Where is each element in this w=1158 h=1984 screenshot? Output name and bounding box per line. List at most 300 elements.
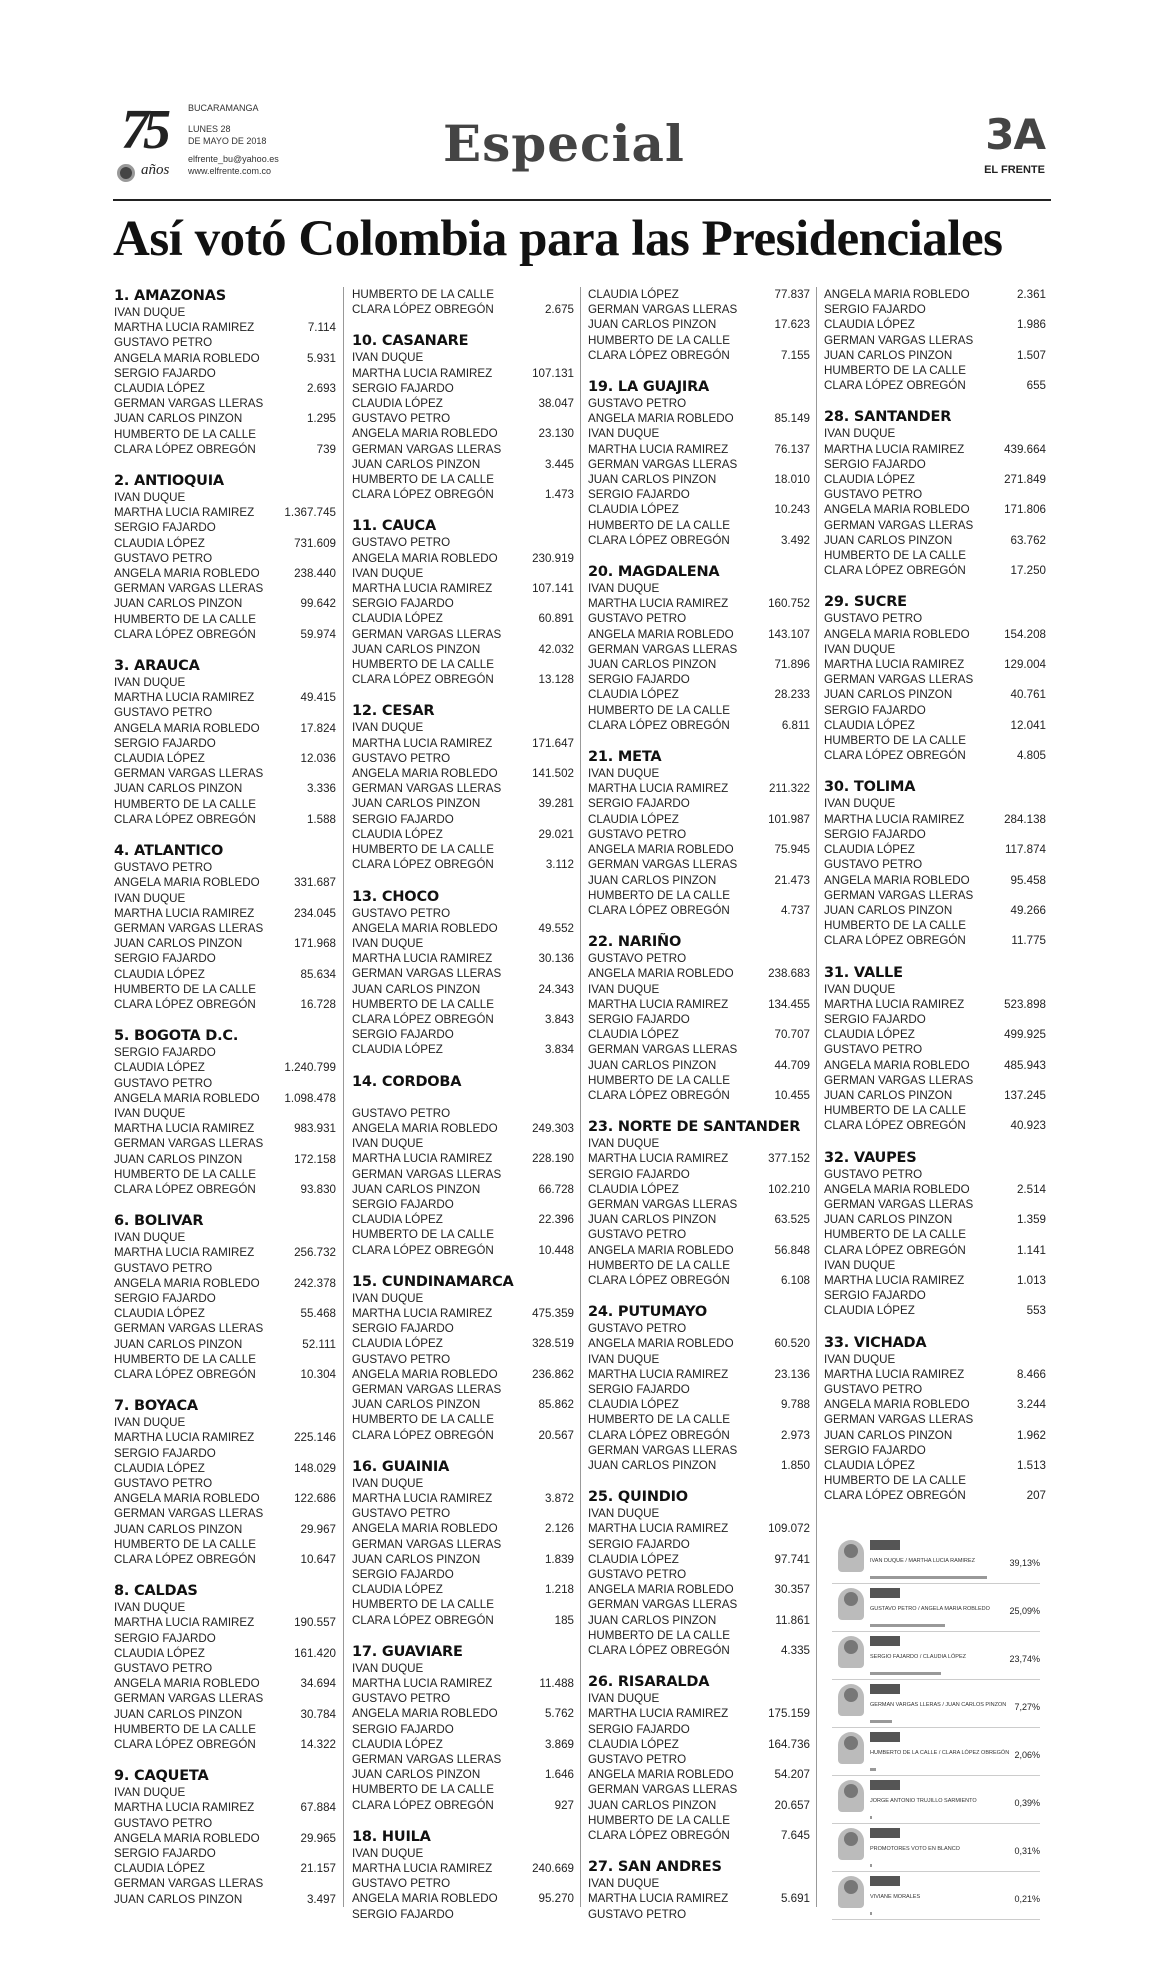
city: BUCARAMANGA [188, 103, 259, 113]
candidate-name: CLAUDIA LÓPEZ [352, 1337, 443, 1351]
candidate-name: HUMBERTO DE LA CALLE [824, 364, 966, 378]
candidate-name: ANGELA MARIA ROBLEDO [588, 1243, 734, 1257]
candidate-name: JUAN CARLOS PINZON [588, 318, 717, 332]
vote-count: 5.762 [544, 1707, 574, 1721]
candidate-row [352, 936, 574, 951]
candidate-name: JUAN CARLOS PINZON [588, 473, 717, 487]
candidate-row [824, 982, 1046, 997]
result-candidate: HUMBERTO DE LA CALLE / CLARA LÓPEZ OBREGÓN [870, 1750, 1010, 1756]
candidate-row [588, 657, 810, 672]
result-candidate: IVAN DUQUE / MARTHA LUCIA RAMIREZ [870, 1558, 975, 1564]
candidate-row [352, 366, 574, 381]
candidate-name: CLARA LÓPEZ OBREGÓN [352, 303, 494, 317]
candidate-name: GERMAN VARGAS LLERAS [114, 397, 264, 411]
candidate-row [114, 596, 336, 611]
candidate-name: SERGIO FAJARDO [114, 1046, 216, 1060]
candidate-row [352, 1227, 574, 1242]
candidate-name: ANGELA MARIA ROBLEDO [114, 876, 260, 890]
candidate-name: GERMAN VARGAS LLERAS [114, 1692, 264, 1706]
candidate-row [352, 1582, 574, 1597]
vote-count: 1.218 [544, 1583, 574, 1597]
candidate-name: JUAN CARLOS PINZON [588, 1459, 717, 1472]
candidate-name: GERMAN VARGAS LLERAS [114, 1137, 264, 1151]
candidate-row [824, 1042, 1046, 1057]
candidate-name: GUSTAVO PETRO [588, 1907, 687, 1921]
vote-count: 29.021 [538, 827, 574, 841]
candidate-row [588, 642, 810, 657]
candidate-name: MARTHA LUCIA RAMIREZ [352, 1862, 493, 1876]
candidate-row [352, 1106, 574, 1121]
candidate-name: HUMBERTO DE LA CALLE [114, 797, 256, 811]
vote-count: 85.862 [538, 1398, 574, 1412]
candidate-row [352, 1182, 574, 1197]
candidate-row [352, 1352, 574, 1367]
candidate-name: ANGELA MARIA ROBLEDO [114, 1276, 260, 1290]
candidate-name: GUSTAVO PETRO [114, 1477, 213, 1490]
vote-count: 242.378 [294, 1276, 336, 1290]
vote-count: 5.691 [780, 1892, 810, 1906]
candidate-row [588, 1737, 810, 1752]
candidate-name: CLAUDIA LÓPEZ [114, 382, 205, 396]
candidate-name: MARTHA LUCIA RAMIREZ [114, 906, 255, 920]
candidate-name: JUAN CARLOS PINZON [114, 597, 243, 611]
candidate-name: CLAUDIA LÓPEZ [588, 503, 679, 517]
column-divider [343, 287, 344, 1907]
candidate-row [352, 1506, 574, 1521]
candidate-row [588, 472, 810, 487]
candidate-name: HUMBERTO DE LA CALLE [588, 1258, 730, 1272]
candidate-row [114, 721, 336, 736]
vote-count: 95.270 [538, 1892, 574, 1906]
candidate-row [352, 997, 574, 1012]
candidate-name: GUSTAVO PETRO [352, 751, 451, 765]
candidate-name: HUMBERTO DE LA CALLE [114, 427, 256, 441]
column-divider [816, 287, 817, 1907]
candidate-name: ANGELA MARIA ROBLEDO [114, 1831, 260, 1845]
candidate-name: IVAN DUQUE [588, 582, 660, 596]
candidate-name: IVAN DUQUE [114, 891, 186, 905]
vote-count: 256.732 [294, 1246, 336, 1260]
candidate-name: IVAN DUQUE [588, 427, 660, 441]
date-line-1: LUNES 28 [188, 124, 231, 134]
vote-count: 3.834 [544, 1043, 574, 1057]
vote-count: 1.098.478 [284, 1091, 336, 1105]
candidate-row [352, 1782, 574, 1797]
candidate-row [588, 581, 810, 596]
candidate-name: CLAUDIA LÓPEZ [588, 1182, 679, 1196]
result-percent: 7,27% [1014, 1702, 1040, 1712]
vote-count: 143.107 [768, 627, 810, 641]
vote-count: 171.806 [1004, 503, 1046, 517]
department-name: 8. CALDAS [114, 1583, 198, 1600]
candidate-name: IVAN DUQUE [114, 1786, 186, 1800]
candidate-row [352, 426, 574, 441]
vote-count: 117.874 [1004, 843, 1046, 857]
candidate-row [352, 611, 574, 626]
vote-count: 523.898 [1004, 997, 1046, 1011]
candidate-row [824, 1397, 1046, 1412]
candidate-row [352, 535, 574, 550]
candidate-name: HUMBERTO DE LA CALLE [352, 1228, 494, 1242]
candidate-name: HUMBERTO DE LA CALLE [588, 1073, 730, 1087]
candidate-name: JUAN CARLOS PINZON [588, 873, 717, 887]
department-block [588, 748, 810, 918]
vote-count: 30.784 [300, 1707, 336, 1721]
candidate-name: SERGIO FAJARDO [114, 366, 216, 380]
candidate-name: CLAUDIA LÓPEZ [114, 752, 205, 766]
candidate-name: CLAUDIA LÓPEZ [352, 1043, 443, 1057]
department-block [352, 1828, 574, 1922]
vote-count: 28.233 [774, 688, 810, 702]
vote-count: 10.448 [538, 1243, 574, 1257]
candidate-row [824, 442, 1046, 457]
department-name: 26. RISARALDA [588, 1674, 710, 1691]
candidate-name: GUSTAVO PETRO [352, 412, 451, 426]
candidate-row [588, 1243, 810, 1258]
candidate-name: SERGIO FAJARDO [588, 1382, 690, 1396]
candidate-name: SERGIO FAJARDO [824, 1289, 926, 1303]
candidate-row [352, 1476, 574, 1491]
candidate-name: MARTHA LUCIA RAMIREZ [824, 812, 965, 826]
candidate-row [824, 378, 1046, 393]
vote-count: 328.519 [532, 1337, 574, 1351]
vote-count: 171.647 [532, 736, 574, 750]
candidate-row [114, 581, 336, 596]
column-3 [588, 287, 810, 1937]
candidate-name: ANGELA MARIA ROBLEDO [114, 721, 260, 735]
candidate-row [824, 563, 1046, 578]
vote-count: 10.243 [774, 503, 810, 517]
candidate-row [114, 736, 336, 751]
email[interactable]: elfrente_bu@yahoo.es [188, 154, 279, 164]
candidate-name: SERGIO FAJARDO [824, 827, 926, 841]
candidate-name: IVAN DUQUE [824, 427, 896, 441]
candidate-row [114, 366, 336, 381]
candidate-row [824, 1103, 1046, 1118]
candidate-name: CLAUDIA LÓPEZ [352, 612, 443, 626]
candidate-name: GERMAN VARGAS LLERAS [114, 582, 264, 596]
candidate-name: IVAN DUQUE [588, 1507, 660, 1521]
candidate-row [588, 1058, 810, 1073]
candidate-name: SERGIO FAJARDO [114, 521, 216, 535]
candidate-row [352, 1397, 574, 1412]
candidate-row [588, 302, 810, 317]
vote-count: 3.869 [544, 1737, 574, 1751]
candidate-row [588, 1088, 810, 1103]
result-bar [870, 1720, 892, 1723]
candidate-name: CLAUDIA LÓPEZ [352, 1213, 443, 1227]
candidate-name: SERGIO FAJARDO [352, 1197, 454, 1211]
results-panel [832, 1536, 1040, 1920]
candidate-name: SERGIO FAJARDO [824, 703, 926, 717]
candidate-name: JUAN CARLOS PINZON [352, 457, 481, 471]
candidate-name: ANGELA MARIA ROBLEDO [588, 967, 734, 981]
candidate-name: HUMBERTO DE LA CALLE [588, 1628, 730, 1642]
candidate-photo [838, 1684, 864, 1716]
vote-count: 9.788 [780, 1398, 810, 1412]
candidate-name: MARTHA LUCIA RAMIREZ [588, 1367, 729, 1381]
candidate-name: CLARA LÓPEZ OBREGÓN [824, 934, 966, 948]
candidate-name: GERMAN VARGAS LLERAS [114, 767, 264, 781]
candidate-name: GERMAN VARGAS LLERAS [588, 303, 738, 317]
vote-count: 60.520 [774, 1337, 810, 1351]
candidate-row [114, 1506, 336, 1521]
candidate-row [352, 857, 574, 872]
candidate-name: GUSTAVO PETRO [352, 1106, 451, 1120]
candidate-name: JUAN CARLOS PINZON [824, 903, 953, 917]
candidate-name: HUMBERTO DE LA CALLE [588, 518, 730, 532]
candidate-name: HUMBERTO DE LA CALLE [114, 1722, 256, 1736]
vote-count: 11.861 [775, 1613, 810, 1627]
vote-count: 238.440 [294, 567, 336, 581]
candidate-row [352, 1567, 574, 1582]
party-logo [870, 1588, 900, 1598]
candidate-row [588, 888, 810, 903]
candidate-row [114, 1367, 336, 1382]
website[interactable]: www.elfrente.com.co [188, 166, 272, 176]
candidate-row [588, 672, 810, 687]
candidate-row [824, 518, 1046, 533]
department-name: 4. ATLANTICO [114, 843, 224, 860]
vote-count: 40.923 [1010, 1119, 1046, 1133]
department-block [824, 287, 1046, 393]
candidate-name: GUSTAVO PETRO [824, 612, 923, 626]
candidate-name: JUAN CARLOS PINZON [114, 1152, 243, 1166]
candidate-row [588, 982, 810, 997]
candidate-row [114, 705, 336, 720]
candidate-name: CLAUDIA LÓPEZ [824, 1028, 915, 1042]
candidate-name: CLARA LÓPEZ OBREGÓN [588, 533, 730, 547]
candidate-row [824, 997, 1046, 1012]
candidate-row [824, 1273, 1046, 1288]
candidate-name: ANGELA MARIA ROBLEDO [352, 1522, 498, 1536]
vote-count: 99.642 [300, 597, 336, 611]
candidate-row [114, 520, 336, 535]
candidate-row [588, 1798, 810, 1813]
vote-count: 331.687 [294, 876, 336, 890]
candidate-row [114, 1691, 336, 1706]
candidate-row [824, 302, 1046, 317]
candidate-name: GERMAN VARGAS LLERAS [824, 1197, 974, 1211]
candidate-name: MARTHA LUCIA RAMIREZ [114, 1246, 255, 1260]
candidate-name: CLARA LÓPEZ OBREGÓN [588, 1273, 730, 1287]
department-name: 16. GUAINIA [352, 1458, 450, 1475]
department-block [114, 1582, 336, 1752]
candidate-row [352, 287, 574, 302]
candidate-name: JUAN CARLOS PINZON [588, 1613, 717, 1627]
candidate-name: HUMBERTO DE LA CALLE [824, 1104, 966, 1118]
candidate-row [824, 842, 1046, 857]
candidate-row [114, 1045, 336, 1060]
candidate-row [352, 720, 574, 735]
vote-count: 238.683 [768, 967, 810, 981]
candidate-row [824, 918, 1046, 933]
candidate-name: GERMAN VARGAS LLERAS [824, 1413, 974, 1427]
department-block [824, 1149, 1046, 1319]
candidate-name: SERGIO FAJARDO [352, 1322, 454, 1336]
result-bar [870, 1624, 945, 1627]
department-block [588, 933, 810, 1103]
candidate-row [824, 1027, 1046, 1042]
candidate-row [588, 1891, 810, 1906]
candidate-name: GUSTAVO PETRO [588, 1228, 687, 1242]
candidate-name: SERGIO FAJARDO [588, 797, 690, 811]
result-bar [870, 1576, 987, 1579]
candidate-row [114, 1615, 336, 1630]
party-logo [870, 1780, 900, 1790]
candidate-name: GERMAN VARGAS LLERAS [352, 1537, 502, 1551]
vote-count: 3.445 [544, 457, 574, 471]
candidate-name: HUMBERTO DE LA CALLE [114, 982, 256, 996]
vote-count: 2.126 [544, 1522, 574, 1536]
result-bar [870, 1816, 872, 1819]
candidate-row [352, 1861, 574, 1876]
candidate-row [352, 982, 574, 997]
vote-count: 1.359 [1016, 1213, 1046, 1227]
column-4 [824, 287, 1046, 1519]
candidate-name: ANGELA MARIA ROBLEDO [824, 1182, 970, 1196]
candidate-row [352, 827, 574, 842]
party-logo [870, 1636, 900, 1646]
candidate-name: JUAN CARLOS PINZON [824, 1213, 953, 1227]
candidate-photo [838, 1540, 864, 1572]
vote-count: 29.967 [300, 1522, 336, 1536]
candidate-name: GUSTAVO PETRO [824, 1167, 923, 1181]
candidate-row [824, 1382, 1046, 1397]
candidate-name: ANGELA MARIA ROBLEDO [114, 1492, 260, 1506]
candidate-name: JUAN CARLOS PINZON [352, 797, 481, 811]
candidate-row [824, 1458, 1046, 1473]
candidate-row [588, 842, 810, 857]
party-logo [870, 1540, 900, 1550]
vote-count: 2.973 [780, 1428, 810, 1442]
candidate-name: IVAN DUQUE [588, 1352, 660, 1366]
candidate-row [352, 1521, 574, 1536]
candidate-name: CLAUDIA LÓPEZ [114, 1461, 205, 1475]
candidate-name: IVAN DUQUE [352, 1846, 424, 1860]
vote-count: 4.335 [780, 1644, 810, 1658]
candidate-name: MARTHA LUCIA RAMIREZ [588, 597, 729, 611]
vote-count: 107.131 [532, 366, 574, 380]
department-name: 11. CAUCA [352, 518, 436, 535]
candidate-name: CLARA LÓPEZ OBREGÓN [824, 379, 966, 393]
department-block [588, 1858, 810, 1922]
candidate-name: IVAN DUQUE [114, 491, 186, 505]
candidate-row [352, 1412, 574, 1427]
candidate-name: GUSTAVO PETRO [824, 1043, 923, 1057]
candidate-row [588, 1567, 810, 1582]
candidate-row [114, 1476, 336, 1491]
candidate-name: SERGIO FAJARDO [824, 1012, 926, 1026]
candidate-name: SERGIO FAJARDO [114, 1847, 216, 1861]
vote-count: 4.805 [1016, 749, 1046, 763]
result-percent: 2,06% [1014, 1750, 1040, 1760]
vote-count: 1.141 [1016, 1243, 1046, 1257]
candidate-name: JUAN CARLOS PINZON [588, 658, 717, 672]
result-row [832, 1872, 1040, 1920]
candidate-row [824, 1352, 1046, 1367]
department-name: 10. CASANARE [352, 333, 469, 350]
candidate-row [114, 551, 336, 566]
candidate-name: CLARA LÓPEZ OBREGÓN [588, 1829, 730, 1843]
candidate-row [114, 335, 336, 350]
vote-count: 55.468 [300, 1307, 336, 1321]
candidate-row [588, 1813, 810, 1828]
candidate-row [824, 827, 1046, 842]
result-candidate: GUSTAVO PETRO / ANGELA MARIA ROBLEDO [870, 1606, 990, 1612]
vote-count: 17.623 [774, 318, 810, 332]
candidate-name: IVAN DUQUE [114, 306, 186, 319]
candidate-name: GUSTAVO PETRO [352, 536, 451, 550]
candidate-name: HUMBERTO DE LA CALLE [352, 288, 494, 301]
candidate-name: JUAN CARLOS PINZON [114, 1707, 243, 1721]
candidate-name: GUSTAVO PETRO [824, 858, 923, 872]
candidate-name: ANGELA MARIA ROBLEDO [824, 1058, 970, 1072]
vote-count: 134.455 [768, 997, 810, 1011]
candidate-row [114, 1537, 336, 1552]
result-percent: 39,13% [1009, 1558, 1040, 1568]
candidate-name: MARTHA LUCIA RAMIREZ [588, 782, 729, 796]
candidate-row [588, 1521, 810, 1536]
candidate-row [588, 627, 810, 642]
candidate-row [352, 642, 574, 657]
vote-count: 148.029 [294, 1461, 336, 1475]
candidate-name: HUMBERTO DE LA CALLE [588, 703, 730, 717]
vote-count: 249.303 [532, 1121, 574, 1135]
candidate-name: ANGELA MARIA ROBLEDO [114, 1091, 260, 1105]
department-block [114, 657, 336, 827]
candidate-name: GERMAN VARGAS LLERAS [114, 1877, 264, 1891]
candidate-row [588, 781, 810, 796]
candidate-name: GUSTAVO PETRO [588, 1568, 687, 1582]
candidate-row [588, 1613, 810, 1628]
candidate-name: GERMAN VARGAS LLERAS [824, 888, 974, 902]
candidate-name: IVAN DUQUE [352, 936, 424, 950]
candidate-name: HUMBERTO DE LA CALLE [824, 734, 966, 748]
candidate-row [352, 1891, 574, 1906]
candidate-name: CLARA LÓPEZ OBREGÓN [352, 673, 494, 687]
candidate-name: HUMBERTO DE LA CALLE [114, 1352, 256, 1366]
candidate-name: CLAUDIA LÓPEZ [352, 827, 443, 841]
candidate-row [824, 1303, 1046, 1318]
vote-count: 38.047 [538, 397, 574, 411]
candidate-name: MARTHA LUCIA RAMIREZ [114, 506, 255, 520]
result-row [832, 1728, 1040, 1776]
candidate-row [588, 1197, 810, 1212]
candidate-name: CLAUDIA LÓPEZ [352, 1737, 443, 1751]
candidate-row [114, 1060, 336, 1075]
department-block [352, 1273, 574, 1443]
candidate-row [114, 1337, 336, 1352]
result-percent: 0,21% [1014, 1894, 1040, 1904]
candidate-row [824, 1412, 1046, 1427]
candidate-row [114, 1167, 336, 1182]
vote-count: 60.891 [538, 612, 574, 626]
department-block [588, 1673, 810, 1843]
candidate-row [114, 1321, 336, 1336]
vote-count: 1.850 [780, 1459, 810, 1472]
candidate-name: GUSTAVO PETRO [114, 1816, 213, 1830]
department-block [114, 1767, 336, 1907]
candidate-row [114, 1121, 336, 1136]
vote-count: 54.207 [774, 1768, 810, 1782]
candidate-row [114, 1152, 336, 1167]
candidate-row [114, 1136, 336, 1151]
candidate-name: CLARA LÓPEZ OBREGÓN [114, 1182, 256, 1196]
candidate-row [824, 687, 1046, 702]
candidate-name: IVAN DUQUE [352, 1291, 424, 1305]
candidate-row [588, 1412, 810, 1427]
